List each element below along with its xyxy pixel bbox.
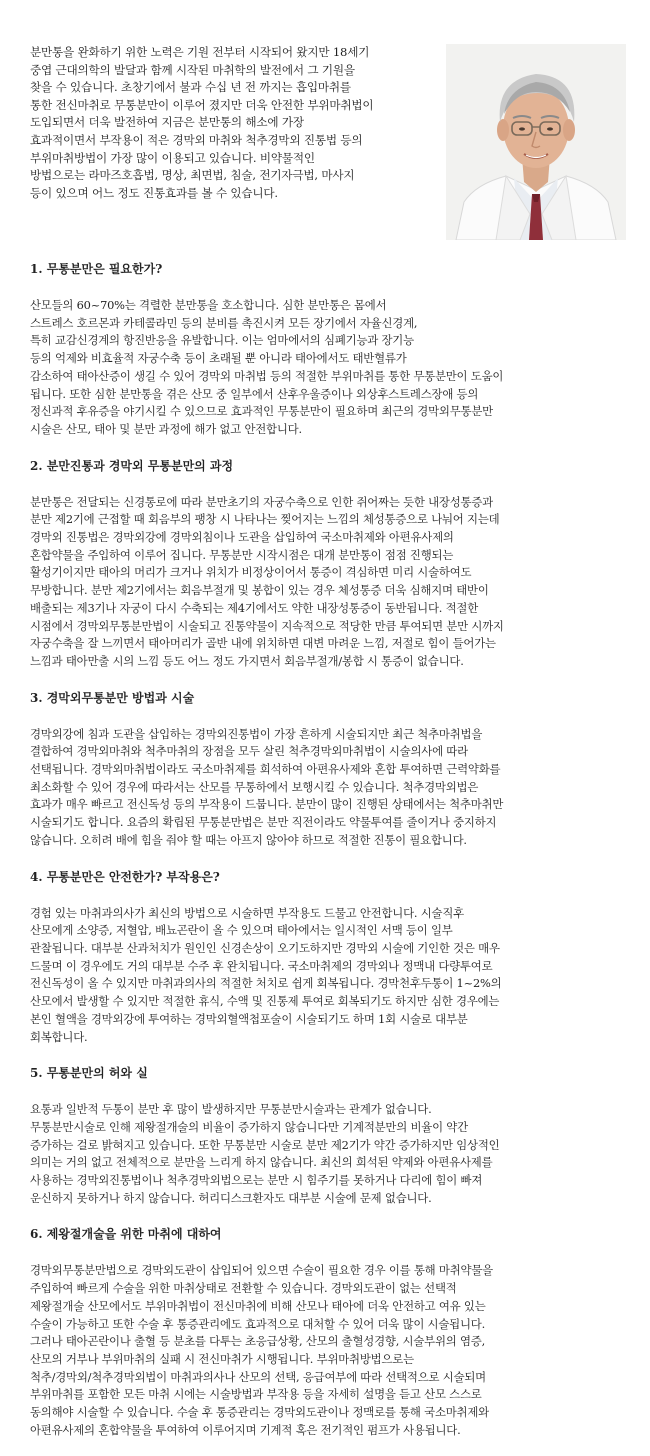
section-6 xyxy=(30,1225,626,1439)
section-body xyxy=(30,1101,626,1207)
body-line: 등의 억제와 비효율적 자궁수축 등이 초래될 뿐 아니라 태아에서도 태반혈류가 xyxy=(30,351,407,366)
body-line: 운신하지 못하거나 하지 않습니다. 허리디스크환자도 대부분 시술에 문제 없습니다. xyxy=(30,1190,432,1205)
intro-line: 찾을 수 있습니다. 초창기에서 불과 수십 년 전 까지는 흡입마취를 xyxy=(30,80,351,95)
body-line: 산모의 거부나 부위마취의 실패 시 전신마취가 시행됩니다. 부위마취방법으로는 xyxy=(30,1351,414,1366)
body-line: 요통과 일반적 두통이 분만 후 많이 발생하지만 무통분만시술과는 관계가 없습니다. xyxy=(30,1102,432,1117)
section-5 xyxy=(30,1064,626,1207)
section-heading: 4. 무통분만은 안전한가? 부작용은? xyxy=(30,869,220,884)
body-line: 산모에게 소양증, 저혈압, 배뇨곤란이 올 수 있으며 태아에서는 일시적인 서맥 등이 일부 xyxy=(30,923,453,938)
body-line: 자궁수축을 잘 느끼면서 태아머리가 골반 내에 위치하면 대변 마려운 느낌, 저절로 힘이 들어가는 xyxy=(30,636,496,651)
sections xyxy=(30,260,626,1439)
section-1 xyxy=(30,260,626,439)
intro-line: 효과적이면서 부작용이 적은 경막외 마취와 척추경막외 진통법 등의 xyxy=(30,132,363,147)
body-line: 부위마취를 포함한 모든 마취 시에는 시술방법과 부작용 등을 자세히 설명을 듣고 산모 스스로 xyxy=(30,1387,482,1402)
body-line: 정신과적 후유증을 야기시킬 수 있으므로 효과적인 무통분만이 필요하며 최근의 경막외무통분만 xyxy=(30,404,493,419)
body-line: 시술되기도 합니다. 요즘의 확립된 무통분만법은 분만 직전이라도 약물투여를 줄이거나 중지하지 xyxy=(30,815,497,830)
section-body xyxy=(30,494,626,671)
body-line: 증가하는 걸로 밝혀지고 있습니다. 또한 무통분만 시술로 분만 제2기가 약간 증가하지만 임상적인 xyxy=(30,1137,500,1152)
intro-line: 분만통을 완화하기 위한 노력은 기원 전부터 시작되어 왔지만 18세기 xyxy=(30,45,370,59)
body-line: 회복합니다. xyxy=(30,1029,88,1044)
body-line: 활성기이지만 태아의 머리가 크거나 위치가 비정상이어서 통증이 격심하면 미리 시술하여도 xyxy=(30,565,472,580)
body-line: 의미는 거의 없고 전체적으로 분만을 느리게 하지 않습니다. 최신의 희석된 약제와 아편유사제를 xyxy=(30,1155,493,1170)
section-4 xyxy=(30,868,626,1047)
body-line: 감소하여 태아산증이 생길 수 있어 경막외 마취법 등의 적절한 부위마취를 통한 무통분만이 도움이 xyxy=(30,368,504,383)
body-line: 분만통은 전달되는 신경통로에 따라 분만초기의 자궁수축으로 인한 쥐어짜는 듯한 내장성통증과 xyxy=(30,494,493,509)
body-line: 경막외강에 침과 도관을 삽입하는 경막외진통법이 가장 흔하게 시술되지만 최근 척추마취법을 xyxy=(30,726,483,741)
intro-line: 도입되면서 더욱 발전하여 지금은 분만통의 해소에 가장 xyxy=(30,115,304,130)
body-line: 경막외 진통법은 경막외강에 경막외침이나 도관을 삽입하여 국소마취제와 아편유사제의 xyxy=(30,530,454,545)
body-line: 최소화할 수 있어 경우에 따라서는 산모를 무통하에서 보행시킬 수 있습니다. 척추경막외법은 xyxy=(30,779,479,794)
body-line: 시점에서 경막외무통분만법이 시술되고 진통약물이 지속적으로 적당한 만큼 투여되면 분만 시까지 xyxy=(30,618,504,633)
body-line: 사용하는 경막외진통법이나 척추경막외법으로는 분만 시 힘주기를 못하거나 다리에 힘이 빠져 xyxy=(30,1173,483,1188)
body-line: 수술이 가능하고 또한 수술 후 통증관리에도 효과적으로 대처할 수 있어 더욱 많이 시술됩니다. xyxy=(30,1316,485,1331)
body-line: 혼합약물을 주입하여 이루어 집니다. 무통분만 시작시점은 대개 분만통이 점점 진행되는 xyxy=(30,547,454,562)
intro-block xyxy=(30,44,626,242)
section-heading: 2. 분만진통과 경막외 무통분만의 과정 xyxy=(30,458,234,473)
body-line: 척추/경막외/척추경막외법이 마취과의사나 산모의 선택, 응급여부에 따라 선택적으로 시술되며 xyxy=(30,1369,486,1384)
body-line: 시술은 산모, 태아 및 분만 과정에 해가 없고 안전합니다. xyxy=(30,421,302,436)
section-body xyxy=(30,726,626,850)
body-line: 선택됩니다. 경막외마취법이라도 국소마취제를 희석하여 아편유사제와 혼합 투여하면 근력약화를 xyxy=(30,762,501,777)
body-line: 결합하여 경막외마취와 척추마취의 장점을 모두 살린 척추경막외마취법이 시술의사에 따라 xyxy=(30,744,468,759)
body-line: 제왕절개술 산모에서도 부위마취법이 전신마취에 비해 산모나 태아에 더욱 안전하고 여유 있는 xyxy=(30,1298,486,1313)
section-heading: 5. 무통분만의 허와 실 xyxy=(30,1066,148,1081)
body-line: 산모에서 발생할 수 있지만 적절한 휴식, 수액 및 진통제 투여로 회복되기도 하지만 심한 경우에는 xyxy=(30,994,500,1009)
body-line: 경막외무통분만법으로 경막외도관이 삽입되어 있으면 수술이 필요한 경우 이를 통해 마취약물을 xyxy=(30,1263,493,1278)
section-2 xyxy=(30,457,626,671)
section-heading: 1. 무통분만은 필요한가? xyxy=(30,262,163,276)
section-body xyxy=(30,1262,626,1439)
body-line: 됩니다. 또한 심한 분만통을 겪은 산모 중 일부에서 산후우울증이나 외상후스트레스장애 등의 xyxy=(30,386,479,401)
body-line: 동의해야 시술할 수 있습니다. 수술 후 통증관리는 경막외도관이나 정맥로를 통해 국소마취제와 xyxy=(30,1405,489,1420)
body-line: 특히 교감신경계의 항진반응을 유발합니다. 이는 엄마에서의 심폐기능과 장기능 xyxy=(30,333,414,348)
body-line: 배출되는 제3기나 자궁이 다시 수축되는 제4기에서도 약한 내장성통증이 동반됩니다. 적절한 xyxy=(30,600,479,615)
body-line: 느낌과 태아만출 시의 느낌 등도 어느 정도 가지면서 회음부절개/봉합 시 통증이 없습니다. xyxy=(30,653,464,668)
body-line: 분만 제2기에 근접할 때 회음부의 팽창 시 나타나는 찢어지는 느낌의 체성통증으로 나눠어 지는데 xyxy=(30,512,500,527)
body-line: 효과가 매우 빠르고 전신독성 등의 부작용이 드뭅니다. 분만이 많이 진행된 상태에서는 척추마취만 xyxy=(30,797,504,812)
body-line: 아편유사제의 혼합약물을 투여하여 이루어지며 기계적 혹은 전기적인 펌프가 사용됩니다. xyxy=(30,1422,461,1437)
body-line: 주입하여 빠르게 수술을 위한 마취상태로 전환할 수 있습니다. 경막외도관이 없는 선택적 xyxy=(30,1281,457,1296)
body-line: 전신독성이 올 수 있지만 마취과의사의 적절한 처치로 쉽게 회복됩니다. 경막천후두통이 1~2%의 xyxy=(30,976,502,991)
body-line: 관찰됩니다. 대부분 산과처치가 원인인 신경손상이 오기도하지만 경막외 시술에 기인한 것은 매우 xyxy=(30,940,500,955)
doctor-portrait-illustration xyxy=(446,44,626,240)
section-3 xyxy=(30,689,626,850)
intro-line: 방법으로는 라마즈호흡법, 명상, 최면법, 침술, 전기자극법, 마사지 xyxy=(30,168,355,183)
body-line: 경험 있는 마취과의사가 최신의 방법으로 시술하면 부작용도 드물고 안전합니다. 시술직후 xyxy=(30,905,464,920)
body-line: 스트레스 호르몬과 카테콜라민 등의 분비를 촉진시켜 모든 장기에서 자율신경계, xyxy=(30,315,418,330)
article xyxy=(30,44,626,1439)
intro-line: 부위마취방법이 가장 많이 이용되고 있습니다. 비약물적인 xyxy=(30,150,315,165)
body-line: 산모들의 60~70%는 격렬한 분만통을 호소합니다. 심한 분만통은 몸에서 xyxy=(30,298,387,312)
body-line: 무방합니다. 분만 제2기에서는 회음부절개 및 봉합이 있는 경우 체성통증 더욱 심해지며 태반이 xyxy=(30,583,489,598)
intro-line: 중엽 근대의학의 발달과 함께 시작된 마취학의 발전에서 그 기원을 xyxy=(30,62,355,77)
section-heading: 3. 경막외무통분만 방법과 시술 xyxy=(30,690,195,705)
section-body xyxy=(30,297,626,439)
intro-text xyxy=(30,44,440,202)
body-line: 않습니다. 오히려 배에 힘을 줘야 할 때는 아프지 않아야 하므로 적절한 진통이 필요합니다. xyxy=(30,832,467,847)
body-line: 그러나 태아곤란이나 출혈 등 분초를 다투는 초응급상황, 산모의 출혈성경향, 시술부위의 염증, xyxy=(30,1334,485,1349)
body-line: 무통분만시술로 인해 제왕절개술의 비율이 증가하지 않습니다만 기계적분만의 비율이 약간 xyxy=(30,1119,468,1134)
intro-line: 통한 전신마취로 무통분만이 이루어 졌지만 더욱 안전한 부위마취법이 xyxy=(30,97,374,112)
body-line: 드물며 이 경우에도 거의 대부분 수주 후 완치됩니다. 국소마취제의 경막외나 정맥내 다량투여로 xyxy=(30,958,493,973)
doctor-photo xyxy=(446,44,626,240)
intro-line: 등이 있으며 어느 정도 진통효과를 볼 수 있습니다. xyxy=(30,185,278,200)
body-line: 본인 혈액을 경막외강에 투여하는 경막외혈액첩포술이 시술되기도 하며 1회 시술로 대부분 xyxy=(30,1011,468,1026)
section-body xyxy=(30,905,626,1047)
section-heading: 6. 제왕절개술을 위한 마취에 대하여 xyxy=(30,1227,222,1242)
